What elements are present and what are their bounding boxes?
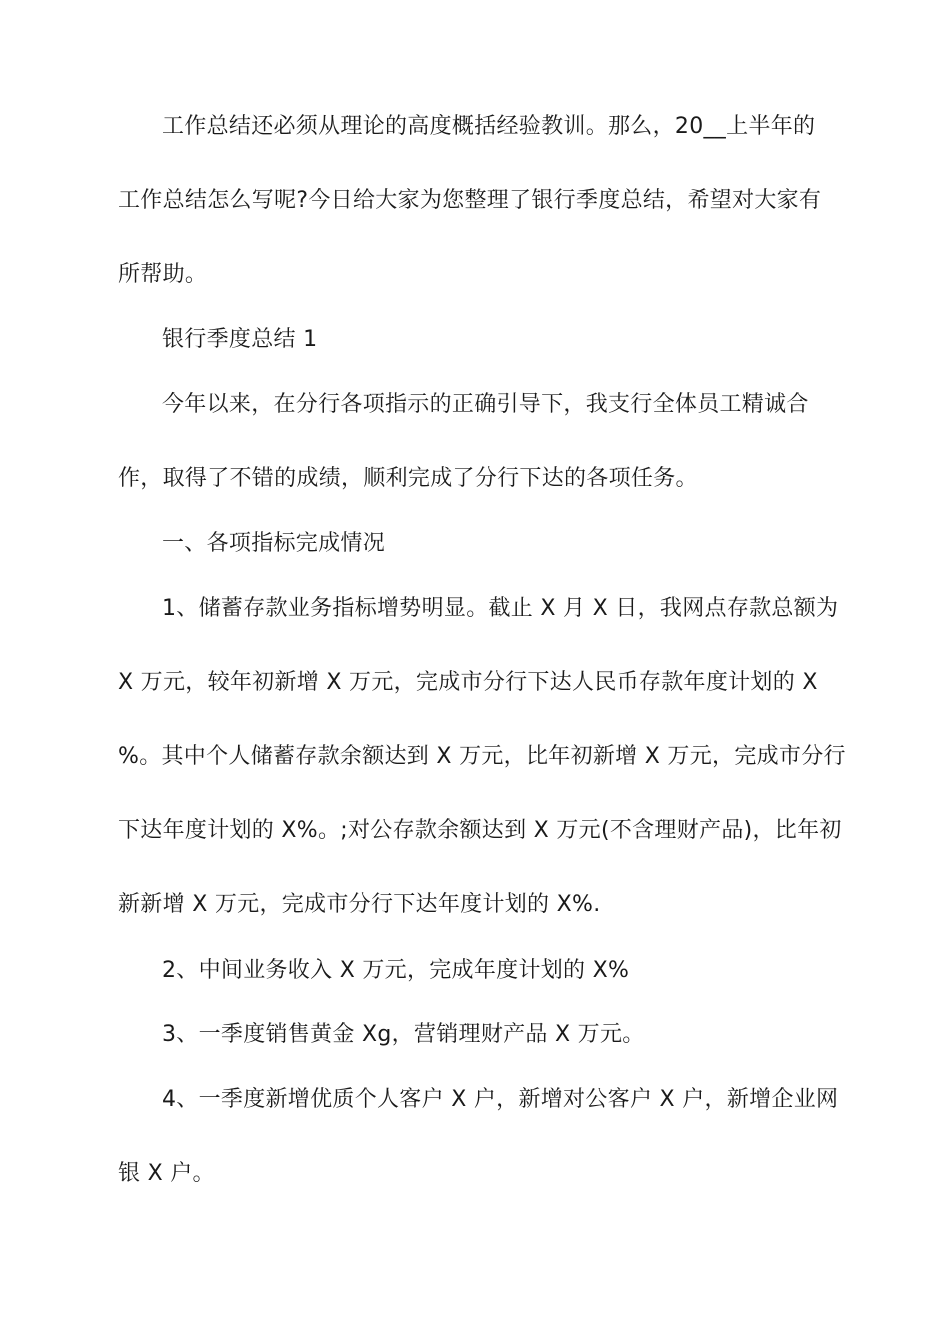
paragraph-summary-line-1: 今年以来，在分行各项指示的正确引导下，我支行全体员工精诚合 [162,392,809,417]
item-4-line-1: 4、一季度新增优质个人客户 X 户，新增对公客户 X 户，新增企业网 [162,1087,839,1112]
paragraph-summary-line-2: 作，取得了不错的成绩，顺利完成了分行下达的各项任务。 [118,466,698,491]
paragraph-intro-line-2: 工作总结怎么写呢?今日给大家为您整理了银行季度总结，希望对大家有 [118,188,822,213]
item-1-line-3: %。其中个人储蓄存款余额达到 X 万元，比年初新增 X 万元，完成市分行 [118,744,846,769]
item-1-line-4: 下达年度计划的 X%。;对公存款余额达到 X 万元(不含理财产品)，比年初 [118,818,842,843]
paragraph-intro-line-1: 工作总结还必须从理论的高度概括经验教训。那么，20__上半年的 [162,114,816,139]
section-heading: 银行季度总结 1 [162,327,318,352]
item-1-line-1: 1、储蓄存款业务指标增势明显。截止 X 月 X 日，我网点存款总额为 [162,596,839,621]
item-2: 2、中间业务收入 X 万元，完成年度计划的 X% [162,958,630,983]
item-1-line-5: 新新增 X 万元，完成市分行下达年度计划的 X%. [118,892,601,917]
subsection-heading: 一、各项指标完成情况 [162,531,386,556]
item-1-line-2: X 万元，较年初新增 X 万元，完成市分行下达人民币存款年度计划的 X [118,670,818,695]
item-3: 3、一季度销售黄金 Xg，营销理财产品 X 万元。 [162,1022,645,1047]
item-4-line-2: 银 X 户。 [118,1161,215,1186]
paragraph-intro-line-3: 所帮助。 [118,262,208,287]
